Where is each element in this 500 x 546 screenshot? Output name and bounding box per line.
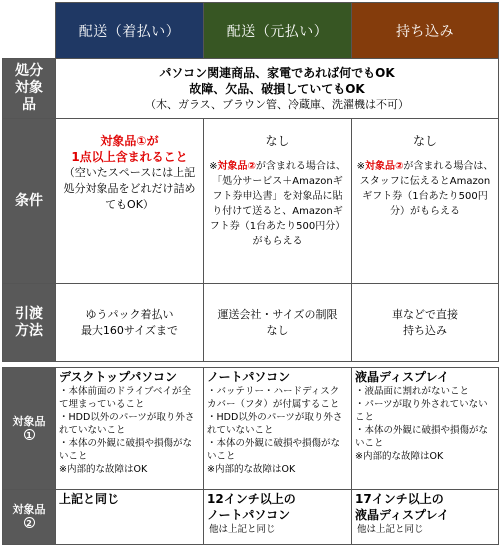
- header-col-prepaid: 配送（元払い）: [204, 3, 352, 59]
- conditions-col2: [204, 119, 352, 284]
- handover-col1: ゆうパック着払い 最大160サイズまで: [56, 284, 204, 362]
- header-col-cash-on-delivery: 配送（着払い）: [56, 3, 204, 59]
- item1-lcd-title: 液晶ディスプレイ: [355, 370, 449, 384]
- conditions-col1-red2: 1点以上含まれること: [71, 150, 188, 164]
- item2-label: 対象品 2: [3, 490, 56, 545]
- item2-col1: 上記と同じ: [56, 490, 204, 545]
- disposal-line1: パソコン関連商品、家電であれば何でもOK: [159, 65, 395, 80]
- header-col-drop-off: 持ち込み: [352, 3, 499, 59]
- conditions-col1-red1: 対象品①が: [100, 134, 159, 148]
- conditions-col3-head: なし: [412, 134, 437, 148]
- handover-col2: 運送会社・サイズの制限 なし: [204, 284, 352, 362]
- handover-col3: 車などで直接 持ち込み: [352, 284, 499, 362]
- disposal-items-cell: [56, 59, 499, 119]
- circled-number-1: 1: [24, 429, 35, 440]
- item1-desktop-title: デスクトップパソコン: [59, 370, 177, 384]
- service-comparison-table: [2, 2, 499, 362]
- item1-lcd: 液晶ディスプレイ ・液晶面に割れがないこと ・パーツが取り外されていないこと ・本体の外観に破損や損傷がないこと ※内部的な故障はOK: [352, 368, 499, 490]
- target-items-table: [2, 367, 499, 545]
- disposal-exclusions: （木、ガラス、ブラウン管、冷蔵庫、洗濯機は不可）: [145, 97, 409, 111]
- corner-cell: [3, 3, 56, 59]
- item1-notebook-title: ノートパソコン: [207, 370, 291, 384]
- item2-col2: 12インチ以上の ノートパソコン 他は上記と同じ: [204, 490, 352, 545]
- conditions-col2-text: ※対象品②が含まれる場合は、「処分サービス＋Amazonギフト券申込書」を対象品に貼り付けて送ると、Amazonギフト券（1台あたり500円分）がもらえる: [209, 161, 346, 247]
- item2-col3: 17インチ以上の 液晶ディスプレイ 他は上記と同じ: [352, 490, 499, 545]
- disposal-line2: 故障、欠品、破損していてもOK: [189, 81, 365, 96]
- conditions-col3: [352, 119, 499, 284]
- item1-label: 対象品 1: [3, 368, 56, 490]
- item1-desktop: デスクトップパソコン ・本体前面のドライブベイが全て埋まっていること ・HDD以外のパーツが取り外されていないこと ・本体の外観に破損や損傷がないこと ※内部的な故障はOK: [56, 368, 204, 490]
- circled-number-2: 2: [24, 517, 35, 528]
- conditions-col1-note: （空いたスペースには上記処分対象品をどれだけ詰めてもOK）: [63, 166, 196, 211]
- disposal-label: 処分 対象 品: [3, 59, 56, 119]
- conditions-col3-text: ※対象品②が含まれる場合は、スタッフに伝えるとAmazonギフト券（1台あたり500円分）がもらえる: [356, 161, 494, 217]
- conditions-col2-head: なし: [265, 134, 290, 148]
- conditions-col1: [56, 119, 204, 284]
- item1-notebook: ノートパソコン ・バッテリー・ハードディスクカバー（フタ）が付属すること ・HDD以外のパーツが取り外されていないこと ・本体の外観に破損や損傷がないこと ※内部的な故障はOK: [204, 368, 352, 490]
- conditions-label: 条件: [3, 119, 56, 284]
- handover-label: 引渡 方法: [3, 284, 56, 362]
